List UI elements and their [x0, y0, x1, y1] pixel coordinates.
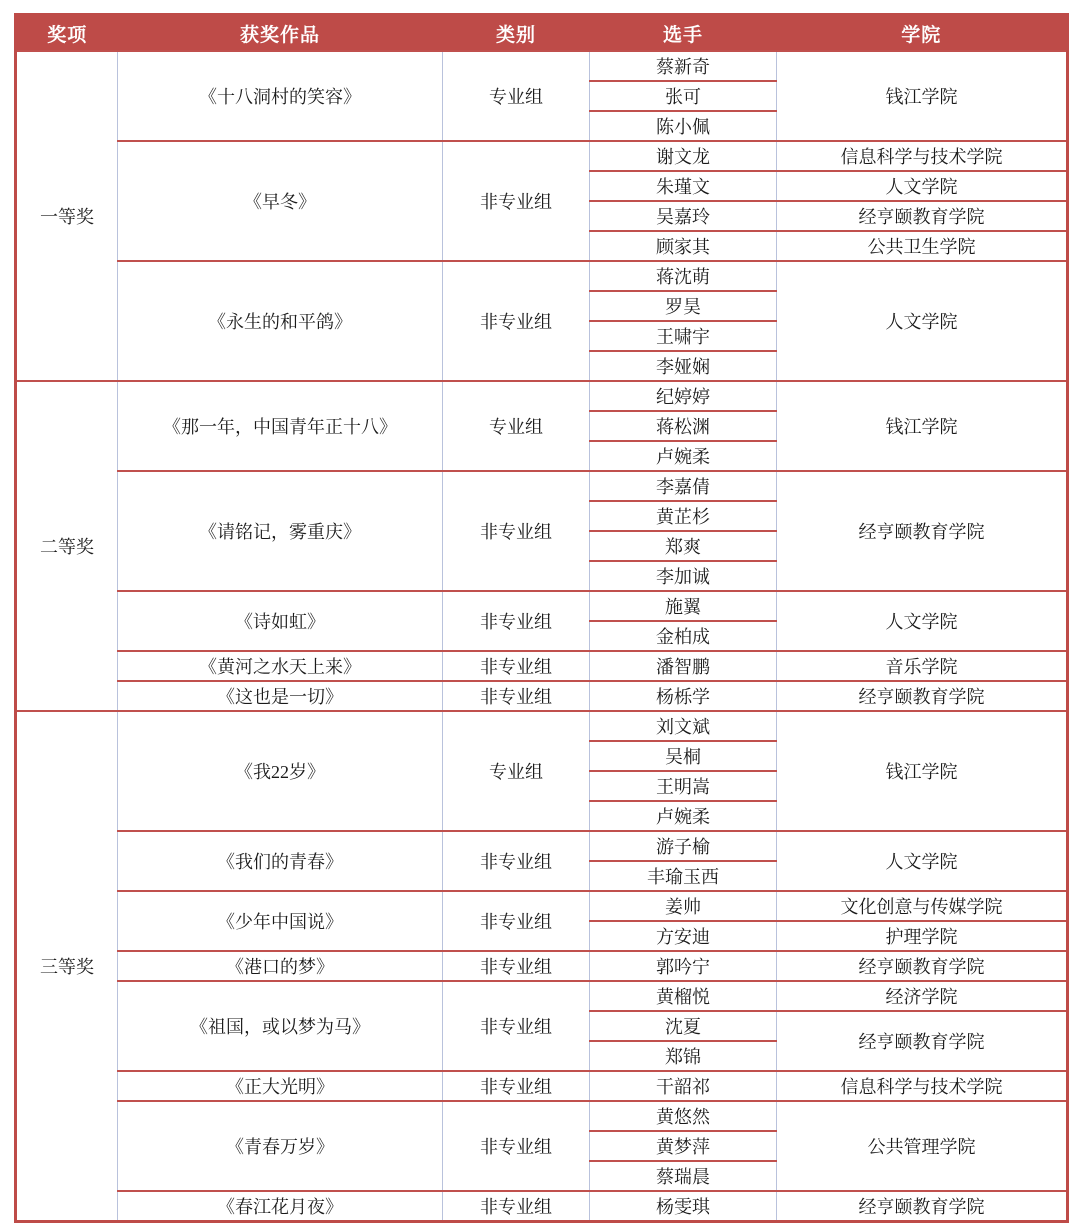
college-cell: 人文学院 [777, 591, 1068, 651]
award-cell: 三等奖 [16, 711, 118, 1221]
contestant-cell: 方安迪 [590, 921, 777, 951]
contestant-cell: 卢婉柔 [590, 801, 777, 831]
contestant-cell: 刘文斌 [590, 711, 777, 741]
contestant-cell: 蔡新奇 [590, 51, 777, 81]
category-cell: 专业组 [443, 711, 590, 831]
contestant-cell: 金柏成 [590, 621, 777, 651]
work-title-cell: 《这也是一切》 [118, 681, 443, 711]
category-cell: 非专业组 [443, 981, 590, 1071]
college-cell: 文化创意与传媒学院 [777, 891, 1068, 921]
contestant-cell: 蒋松渊 [590, 411, 777, 441]
contestant-cell: 李娅娴 [590, 351, 777, 381]
category-cell: 非专业组 [443, 1101, 590, 1191]
college-cell: 人文学院 [777, 261, 1068, 381]
college-cell: 经亨颐教育学院 [777, 201, 1068, 231]
table-row [16, 471, 1068, 501]
college-cell: 钱江学院 [777, 381, 1068, 471]
table-row [16, 711, 1068, 741]
contestant-cell: 蔡瑞晨 [590, 1161, 777, 1191]
college-cell: 经亨颐教育学院 [777, 681, 1068, 711]
awards-table [14, 13, 1069, 1223]
table-row [16, 951, 1068, 981]
college-cell: 人文学院 [777, 171, 1068, 201]
work-title-cell: 《青春万岁》 [118, 1101, 443, 1191]
category-cell: 非专业组 [443, 591, 590, 651]
category-cell: 非专业组 [443, 1191, 590, 1221]
contestant-cell: 顾家其 [590, 231, 777, 261]
table-row [16, 831, 1068, 861]
college-cell: 公共管理学院 [777, 1101, 1068, 1191]
contestant-cell: 郭吟宁 [590, 951, 777, 981]
contestant-cell: 潘智鹏 [590, 651, 777, 681]
contestant-cell: 游子榆 [590, 831, 777, 861]
contestant-cell: 吴嘉玲 [590, 201, 777, 231]
college-cell: 经亨颐教育学院 [777, 1011, 1068, 1071]
college-cell: 人文学院 [777, 831, 1068, 891]
table-row [16, 651, 1068, 681]
contestant-cell: 谢文龙 [590, 141, 777, 171]
award-cell: 一等奖 [16, 51, 118, 381]
contestant-cell: 李嘉倩 [590, 471, 777, 501]
table-row [16, 381, 1068, 411]
category-cell: 专业组 [443, 51, 590, 141]
category-cell: 非专业组 [443, 141, 590, 261]
contestant-cell: 吴桐 [590, 741, 777, 771]
table-row [16, 591, 1068, 621]
category-cell: 非专业组 [443, 651, 590, 681]
college-cell: 钱江学院 [777, 711, 1068, 831]
work-title-cell: 《早冬》 [118, 141, 443, 261]
college-cell: 经济学院 [777, 981, 1068, 1011]
work-title-cell: 《少年中国说》 [118, 891, 443, 951]
work-title-cell: 《十八洞村的笑容》 [118, 51, 443, 141]
table-row [16, 681, 1068, 711]
contestant-cell: 杨雯琪 [590, 1191, 777, 1221]
table-row [16, 141, 1068, 171]
contestant-cell: 王啸宇 [590, 321, 777, 351]
category-cell: 非专业组 [443, 681, 590, 711]
contestant-cell: 陈小佩 [590, 111, 777, 141]
work-title-cell: 《正大光明》 [118, 1071, 443, 1101]
category-cell: 非专业组 [443, 951, 590, 981]
contestant-cell: 黄梦萍 [590, 1131, 777, 1161]
contestant-cell: 张可 [590, 81, 777, 111]
contestant-cell: 郑爽 [590, 531, 777, 561]
column-header-3: 选手 [590, 15, 777, 52]
contestant-cell: 郑锦 [590, 1041, 777, 1071]
column-header-2: 类别 [443, 15, 590, 52]
contestant-cell: 杨栎学 [590, 681, 777, 711]
work-title-cell: 《我22岁》 [118, 711, 443, 831]
column-header-4: 学院 [777, 15, 1068, 52]
college-cell: 护理学院 [777, 921, 1068, 951]
college-cell: 音乐学院 [777, 651, 1068, 681]
work-title-cell: 《那一年，中国青年正十八》 [118, 381, 443, 471]
category-cell: 非专业组 [443, 1071, 590, 1101]
category-cell: 非专业组 [443, 471, 590, 591]
contestant-cell: 罗昊 [590, 291, 777, 321]
category-cell: 专业组 [443, 381, 590, 471]
contestant-cell: 李加诚 [590, 561, 777, 591]
work-title-cell: 《请铭记，雾重庆》 [118, 471, 443, 591]
college-cell: 信息科学与技术学院 [777, 1071, 1068, 1101]
work-title-cell: 《我们的青春》 [118, 831, 443, 891]
category-cell: 非专业组 [443, 891, 590, 951]
contestant-cell: 黄芷杉 [590, 501, 777, 531]
table-header-row [16, 15, 1068, 52]
college-cell: 公共卫生学院 [777, 231, 1068, 261]
college-cell: 经亨颐教育学院 [777, 951, 1068, 981]
college-cell: 经亨颐教育学院 [777, 471, 1068, 591]
contestant-cell: 干韶祁 [590, 1071, 777, 1101]
contestant-cell: 卢婉柔 [590, 441, 777, 471]
work-title-cell: 《港口的梦》 [118, 951, 443, 981]
work-title-cell: 《黄河之水天上来》 [118, 651, 443, 681]
column-header-0: 奖项 [16, 15, 118, 52]
column-header-1: 获奖作品 [118, 15, 443, 52]
award-cell: 二等奖 [16, 381, 118, 711]
category-cell: 非专业组 [443, 831, 590, 891]
contestant-cell: 王明嵩 [590, 771, 777, 801]
college-cell: 经亨颐教育学院 [777, 1191, 1068, 1221]
contestant-cell: 朱瑾文 [590, 171, 777, 201]
table-row [16, 51, 1068, 81]
contestant-cell: 姜帅 [590, 891, 777, 921]
table-row [16, 981, 1068, 1011]
work-title-cell: 《春江花月夜》 [118, 1191, 443, 1221]
table-row [16, 1101, 1068, 1131]
work-title-cell: 《永生的和平鸽》 [118, 261, 443, 381]
contestant-cell: 丰瑜玉西 [590, 861, 777, 891]
college-cell: 信息科学与技术学院 [777, 141, 1068, 171]
work-title-cell: 《祖国，或以梦为马》 [118, 981, 443, 1071]
contestant-cell: 纪婷婷 [590, 381, 777, 411]
contestant-cell: 黄悠然 [590, 1101, 777, 1131]
contestant-cell: 黄榴悦 [590, 981, 777, 1011]
category-cell: 非专业组 [443, 261, 590, 381]
work-title-cell: 《诗如虹》 [118, 591, 443, 651]
table-row [16, 891, 1068, 921]
table-row [16, 261, 1068, 291]
table-row [16, 1191, 1068, 1221]
table-row [16, 1071, 1068, 1101]
contestant-cell: 沈夏 [590, 1011, 777, 1041]
contestant-cell: 蒋沈萌 [590, 261, 777, 291]
contestant-cell: 施翼 [590, 591, 777, 621]
college-cell: 钱江学院 [777, 51, 1068, 141]
